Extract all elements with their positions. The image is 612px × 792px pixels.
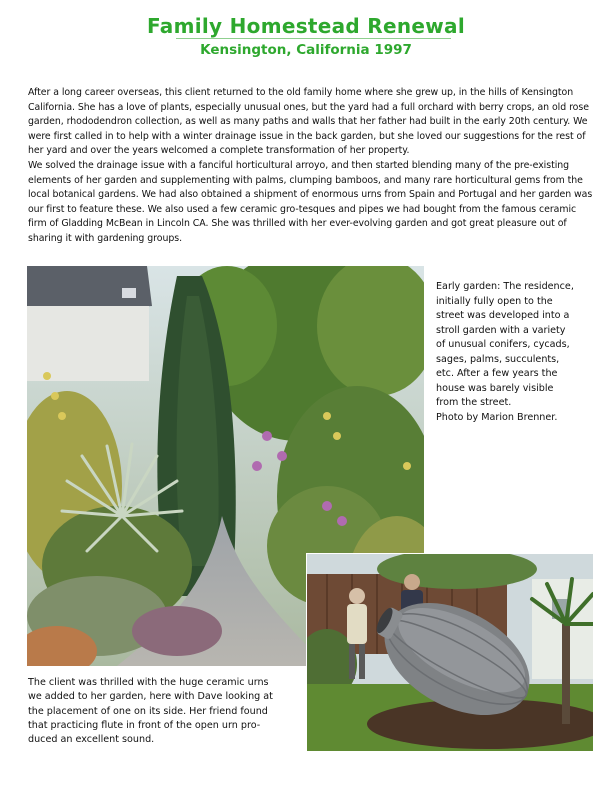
- intro-paragraph-1: After a long career overseas, this client returned to the old family home where she grew up, in the hills of Kensington California. She has a love of plants, especially unusual ones, but the yard had a full orchard with berry crops, an old rose garden, rhododendron collection, as well as many paths and walls that her father had built in the early 20th century. We were first called in to help with a winter drainage issue in the back garden, but she loved our suggestions for the rest of her yard and over the years welcomed a complete transformation of her property.: [28, 87, 589, 157]
- intro-text: [28, 86, 594, 247]
- urn-photo-image: [307, 554, 593, 751]
- title-underline: [176, 38, 451, 39]
- urn-photo-caption: The client was thrilled with the huge ceramic urns we added to her garden, here with Dave looking at the placement of one on its side. Her friend found that practicing flute in front of the open urn pro- duced an excellent sound.: [28, 677, 273, 746]
- page-title: Family Homestead Renewal: [146, 14, 466, 38]
- urn-photo: [306, 553, 594, 752]
- main-photo-caption: Early garden: The residence, initially fully open to the street was developed into a stroll garden with a variety of unusual conifers, cycads, sages, palms, succulents, etc. After a few years the house was barely visible from the street. Photo by Marion Brenner.: [436, 281, 574, 423]
- intro-paragraph-2: We solved the drainage issue with a fanciful horticultural arroyo, and then started blending many of the pre-existing elements of her garden and supplementing with palms, clumping bamboos, and many rare horticultural gems from the local botanical gardens. We had also obtained a shipment of enormous urns from Spain and Portugal and her garden was our first to feature these. We also used a few ceramic gro-tesques and pipes we had bought from the famous ceramic firm of Gladding McBean in Lincoln CA. She was thrilled with her ever-evolving garden and got great pleasure out of sharing it with gardening groups.: [28, 159, 593, 244]
- page-subtitle: Kensington, California 1997: [200, 42, 412, 58]
